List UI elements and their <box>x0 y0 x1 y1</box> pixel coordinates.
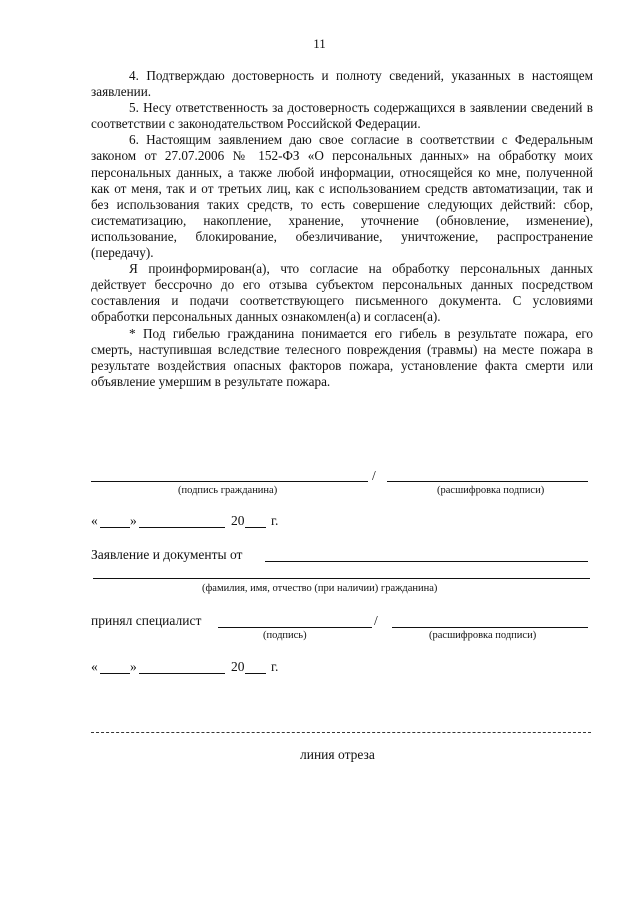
fio-caption: (фамилия, имя, отчество (при наличии) гражданина) <box>202 583 438 594</box>
date-open-quote: « <box>91 513 98 528</box>
received-from-field[interactable] <box>265 561 588 562</box>
specialist-decoding-caption: (расшифровка подписи) <box>429 630 537 641</box>
fio-field[interactable] <box>93 578 590 579</box>
specialist-signature-caption: (подпись) <box>263 630 307 641</box>
cut-line-label: линия отреза <box>300 747 375 762</box>
received-label: Заявление и документы от <box>91 547 243 562</box>
citizen-signature-caption: (подпись гражданина) <box>178 485 278 496</box>
paragraph-confirm-accuracy: 4. Подтверждаю достоверность и полноту сведений, указанных в настоящем заявлении. <box>91 68 593 100</box>
paragraph-personal-data-consent: 6. Настоящим заявлением даю свое согласие в соответствии с Федеральным законом от 27.07.2006 № 152-ФЗ «О персональных данных» на обработку моих персональных данных, а также любой информации, относящейся ко мне, полученной как от меня, так и от третьих лиц, как с использованием средств автоматизации, так и без использования таких средств, то есть совершение следующих действий: сбор, систематизацию, накопление, хранение, уточнение (обновление, изменение), использование, блокирование, обезличивание, уничтожение, распространение (передачу). <box>91 132 593 261</box>
year2-prefix: 20 <box>231 659 245 674</box>
paragraph-footnote: * Под гибелью гражданина понимается его гибель в результате пожара, его смерть, наступившая вследствие телесного повреждения (травмы) на месте пожара в результате воздействия опасных факторов пожара, установление факта смерти или объявление умершим в результате пожара. <box>91 325 593 389</box>
paragraph-responsibility: 5. Несу ответственность за достоверность содержащихся в заявлении сведений в соответствии с законодательством Российской Федерации. <box>91 100 593 132</box>
year2-suffix: г. <box>271 659 279 674</box>
date2-open-quote: « <box>91 659 98 674</box>
month-field-2[interactable] <box>139 673 225 674</box>
page-number: 11 <box>313 36 326 51</box>
year-field-2[interactable] <box>245 673 266 674</box>
day-field-2[interactable] <box>100 673 130 674</box>
year-prefix: 20 <box>231 513 245 528</box>
cut-line <box>91 732 591 733</box>
specialist-separator: / <box>374 613 378 628</box>
citizen-signature-line[interactable] <box>91 481 368 482</box>
signature-separator: / <box>372 468 376 483</box>
body-text <box>91 68 593 390</box>
month-field[interactable] <box>139 527 225 528</box>
year-suffix: г. <box>271 513 279 528</box>
specialist-label: принял специалист <box>91 613 202 628</box>
specialist-decoding-line[interactable] <box>392 627 588 628</box>
specialist-signature-line[interactable] <box>218 627 372 628</box>
date-close-quote: » <box>130 513 137 528</box>
citizen-decoding-line[interactable] <box>387 481 588 482</box>
year-field[interactable] <box>245 527 266 528</box>
day-field[interactable] <box>100 527 130 528</box>
citizen-decoding-caption: (расшифровка подписи) <box>437 485 545 496</box>
date2-close-quote: » <box>130 659 137 674</box>
paragraph-informed: Я проинформирован(а), что согласие на обработку персональных данных действует бессрочно до его отзыва субъектом персональных данных посредством составления и подачи соответствующего письменного документа. С условиями обработки персональных данных ознакомлен(а) и согласен(а). <box>91 261 593 325</box>
